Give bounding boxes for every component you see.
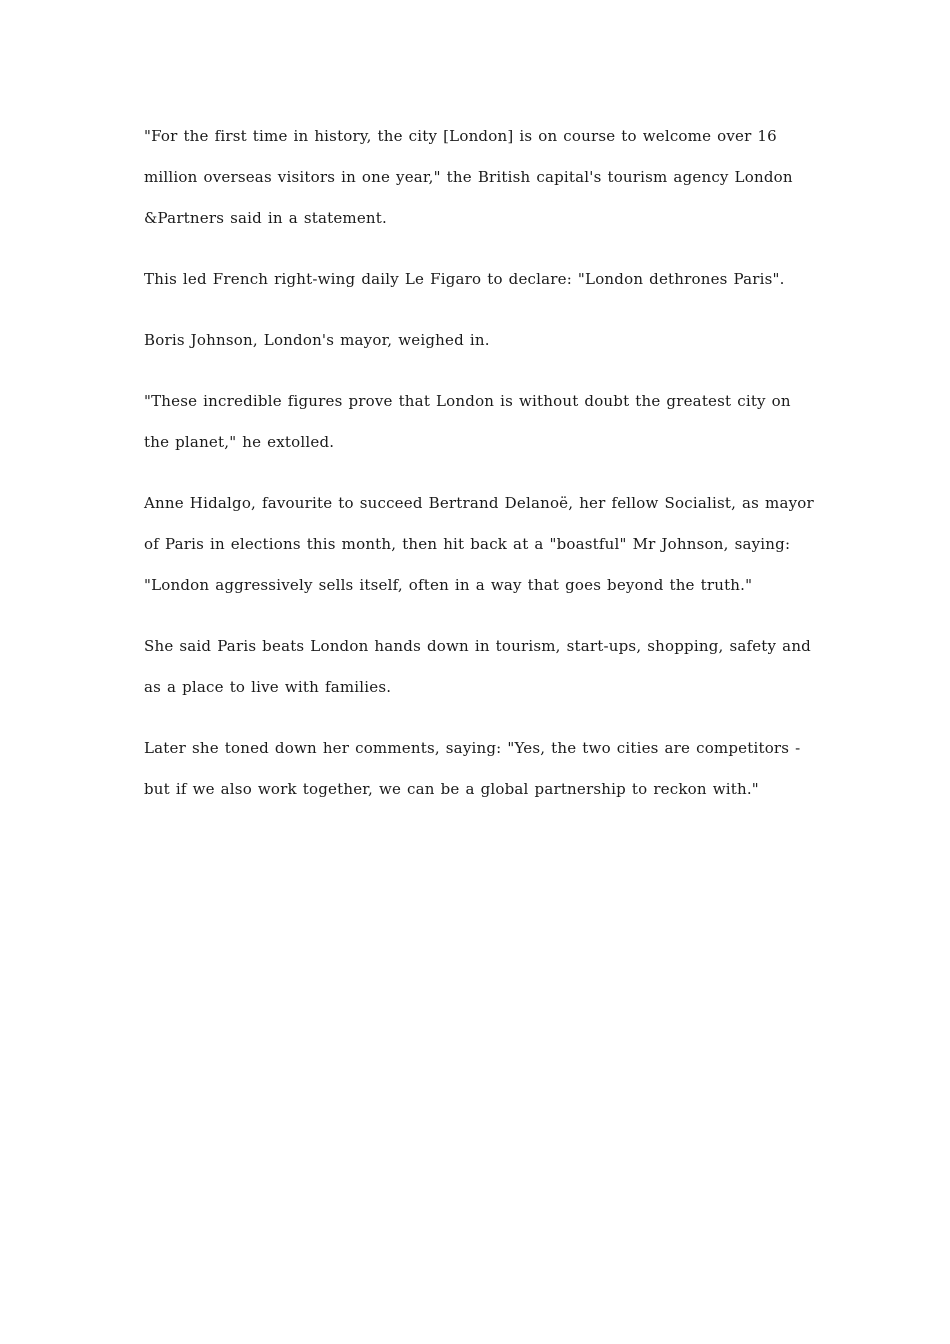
paragraph-competitors: Later she toned down her comments, saying: "Yes, the two cities are competitors - but if we also work together, we can be a global partnership to reckon with.": [144, 739, 801, 798]
paragraph-anne-hidalgo: Anne Hidalgo, favourite to succeed Bertrand Delanoë, her fellow Socialist, as mayor of Paris in elections this month, then hit back at a "boastful" Mr Johnson, saying: "London aggressively sells itself, often in a way that goes beyond the truth.": [144, 494, 814, 594]
paragraph-paris-beats-london: She said Paris beats London hands down in tourism, start-ups, shopping, safety and as a place to live with families.: [144, 637, 811, 696]
paragraph-boris-johnson: Boris Johnson, London's mayor, weighed in.: [144, 331, 490, 349]
paragraph-le-figaro: This led French right-wing daily Le Figaro to declare: "London dethrones Paris".: [144, 270, 785, 288]
paragraph-visitors: "For the first time in history, the city [London] is on course to welcome over 16 million overseas visitors in one year," the British capital's tourism agency London &Partners said in a statement.: [144, 127, 793, 227]
paragraph-johnson-quote: "These incredible figures prove that London is without doubt the greatest city on the planet," he extolled.: [144, 392, 791, 451]
article-body: [144, 116, 820, 830]
